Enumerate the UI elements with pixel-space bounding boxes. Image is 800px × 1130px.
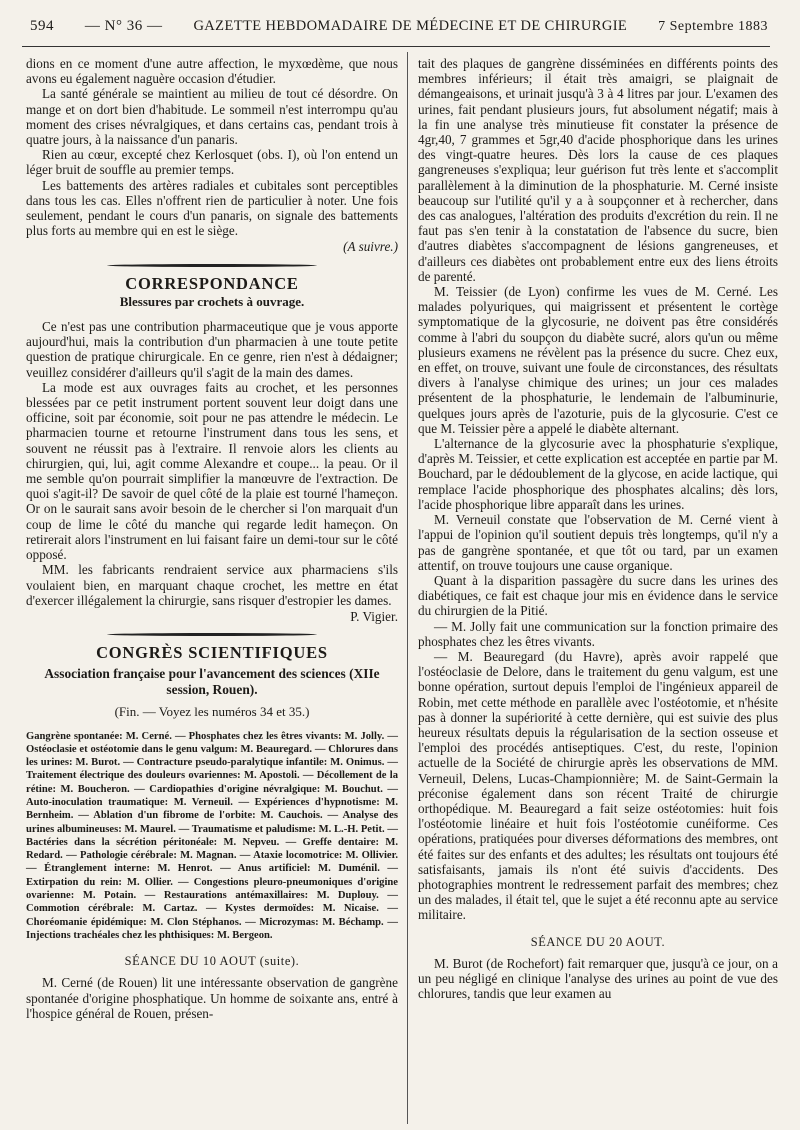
paragraph: dions en ce moment d'une autre affection, le myxœdème, que nous avons eu également naguère occasion d'étudier. [26, 56, 398, 87]
issue-number: — N° 36 — [84, 18, 163, 34]
paragraph: Quant à la disparition passagère du sucre dans les urines des diabétiques, ce fait est chaque jour mis en évidence dans le service du chirurgien de la Pitié. [418, 572, 778, 619]
association-heading: Association française pour l'avancement des sciences (XIIe session, Rouen). [44, 666, 380, 698]
paragraph: Rien au cœur, excepté chez Kerlosquet (obs. I), où l'on entend un léger bruit de souffle au premier temps. [26, 147, 398, 178]
a-suivre: (A suivre.) [343, 239, 398, 255]
column-divider [407, 52, 408, 1124]
page-number: 594 [30, 18, 54, 34]
paragraph: — M. Jolly fait une communication sur la fonction primaire des phosphates chez les êtres vivants. [418, 618, 778, 649]
paragraph: M. Cerné (de Rouen) lit une intéressante observation de gangrène spontanée d'origine phosphatique. Un homme de soixante ans, entré à l'hospice général de Rouen, présen- [26, 975, 398, 1021]
fin-note: (Fin. — Voyez les numéros 34 et 35.) [114, 704, 310, 720]
paragraph: tait des plaques de gangrène disséminées en différents points des membres inférieurs; il était très amaigri, se plaignait de démangeaisons, et urinait jusqu'à 3 à 4 litres par jour. L'examen des urines, fait pendant plusieurs jours, fut absolument négatif; mais à la fin une analyse très minutieuse fit constater la présence de 4gr,40, 7 grammes et 5gr,40 d'acide phosphorique dans les urines des vingt-quatre heures. Dès lors la cause de ces plaques gangreneuses s'expliqua; leur guérison fut très lente et s'accomplit parallèlement à la diminution de la phosphaturie. M. Cerné insiste beaucoup sur l'utilité qu'il y a à soupçonner et à rechercher, dans des cas analogues, l'altération des produits d'excrétion du rein. Il ne faut pas s'en tenir à la constatation de l'absence du sucre, bien d'autres diabètes s'accompagnent de lésions gangreneuses, et d'ailleurs ces diabètes ont probablement entre eux des liens étroits de parenté. [418, 56, 778, 284]
paragraph: — M. Beauregard (du Havre), après avoir rappelé que l'ostéoclasie de Delore, dans le traitement du genu valgum, est une bonne opération, surtout depuis l'emploi de l'ingénieux appareil de Robin, met cette méthode en parallèle avec l'ostéotomie, et n'hésite pas à donner la supériorité à cette dernière, qui est suivie des plus heureux résultats depuis la régularisation de la section osseuse et l'emploi des procédés antiseptiques. C'est, du reste, l'opinion actuelle de la Société de chirurgie après les observations de MM. Verneuil, Delens, Lucas-Championnière; M. de Saint-Germain la préconise également dans son récent Traité de chirurgie orthopédique. M. Beauregard a fait seize ostéotomies: huit fois l'ostéotomie linéaire et huit fois l'ostéotomie cunéiforme. Ces opérations, pratiquées pour diverses déformations des membres, ont été faites sur des enfants et des adultes; les résultats ont toujours été satisfaisants, jamais ils n'ont été suivis d'accidents. Des photographies montrent le redressement parfait des membres; chez un des malades, il était tel, que le sujet a été reconnu apte au service militaire. [418, 648, 778, 923]
journal-title: GAZETTE HEBDOMADAIRE DE MÉDECINE ET DE CHIRURGIE [193, 18, 628, 34]
seance-heading: SÉANCE DU 10 AOUT (suite). [124, 954, 300, 969]
section-rule [107, 632, 317, 637]
issue-date: 7 Septembre 1883 [658, 19, 768, 34]
section-rule [107, 263, 317, 268]
page-header [30, 18, 768, 44]
paragraph: L'alternance de la glycosurie avec la phosphaturie s'explique, d'après M. Teissier, et cette explication est acceptée en partie par M. Bouchard, par le dédoublement de la glycose, en acide lactique, qui remplace l'acide phosphorique des phosphates alcalins; dès lors, l'acide phosphorique libre apparaît dans les urines. [418, 436, 778, 512]
correspondance-subtitle: Blessures par crochets à ouvrage. [119, 293, 305, 309]
header-rule [22, 46, 770, 47]
paragraph: MM. les fabricants rendraient service aux pharmaciens s'ils voulaient bien, en marquant chaque crochet, les mettre en état d'exercer illégalement la chirurgie, sans risquer d'estropier les dames. [26, 562, 398, 608]
paragraph: Les battements des artères radiales et cubitales sont perceptibles dans tous les cas. Elles n'offrent rien de particulier à noter. Une fois seulement, pendant le cours d'un panaris, on signale des battements plus forts au membre qui en est le siège. [26, 177, 398, 239]
correspondance-title: CORRESPONDANCE [125, 273, 299, 293]
paragraph: M. Burot (de Rochefort) fait remarquer que, jusqu'à ce jour, on a un peu négligé en clinique l'analyse des urines au point de vue des chlorures, tandis que leur examen au [418, 955, 778, 1002]
paragraph: La santé générale se maintient au milieu de tout cé désordre. On mange et on dort bien d'habitude. Le sommeil n'est interrompu qu'au moment des crises névralgiques, et dans certains cas, pendant trois à quatre jours, à la naissance d'un panaris. [26, 86, 398, 148]
paragraph: Ce n'est pas une contribution pharmaceutique que je vous apporte aujourd'hui, mais la contribution d'un pharmacien à une toute petite question de pratique chirurgicale. En ce genre, rien n'est à dédaigner; veuillez considérer d'ailleurs qu'il s'agit de la main des dames. [26, 319, 398, 380]
paragraph: M. Verneuil constate que l'observation de M. Cerné vient à l'appui de l'opinion qu'il soutient depuis très longtemps, qu'il n'y a pas de gangrène spontanée, et que tôt ou tard, par un examen attentif, on trouve toujours une cause organique. [418, 512, 778, 573]
right-column [418, 56, 778, 1001]
signature: P. Vigier. [350, 608, 398, 624]
paragraph: M. Teissier (de Lyon) confirme les vues de M. Cerné. Les malades polyuriques, qui maigrissent et présentent le cortège symptomatique de la glycosurie, ne doivent pas être considérés comme à l'abri du soupçon du diabète sucré, alors qu'un ou même plusieurs examens ne révèlent pas la présence du sucre. Chez eux, en effet, on trouve, suivant une foule de circonstances, des résultats divers à l'analyse chimique des urines; un jour ces malades présentent de la phosphaturie, le lendemain de l'albuminurie, quelques jours après de l'azoturie, puis de la glycosurie. C'est ce que M. Teissier père a appelé le diabète alternant. [418, 284, 778, 436]
congres-title: CONGRÈS SCIENTIFIQUES [96, 643, 328, 663]
paragraph: La mode est aux ouvrages faits au crochet, et les personnes blessées par ce petit instrument portent souvent leur doigt dans une officine, soit par économie, soit pour ne pas attendre le médecin. Le pharmacien tourne et retourne l'instrument dans tous les sens, et souvent ne réussit pas à l'extraire. Il renvoie alors les clients au chirurgien, qui, lui, agit comme Alexandre et coupe... la peau. Or il me semble qu'on pourrait simplifier la manœuvre de l'extraction. De quoi s'agit-il? De savoir de quel côté de la plaie est tourné l'hameçon. Or on le saurait sans avoir besoin de le chercher si l'on marquait d'un coup de lime le côté du manche qui regarde ledit hameçon. On retirerait alors l'instrument en lui faisant faire un demi-tour sur le côté opposé. [26, 379, 398, 563]
seance-heading: SÉANCE DU 20 AOUT. [530, 934, 666, 949]
left-column [26, 56, 398, 1021]
session-summary: Gangrène spontanée: M. Cerné. — Phosphates chez les êtres vivants: M. Jolly. — Ostéoclasie et ostéotomie dans le genu valgum: M. Beauregard. — Chlorures dans les urines: M. Burot. — Contracture pseudo-paralytique infantile: M. Onimus. — Traitement électrique des douleurs ovariennes: M. Apostoli. — Décollement de la rétine: M. Boucheron. — Cardiopathies d'origine névralgique: M. Bouchut. — Auto-inoculation traumatique: M. Verneuil. — Expériences d'hypnotisme: M. Bernheim. — Ablation d'un fibrome de l'orbite: M. Cauchois. — Analyse des urines albumineuses: M. Maurel. — Traumatisme et paludisme: M. L.-H. Petit. — Bactéries dans la sécrétion péritonéale: M. Nepveu. — Greffe dentaire: M. Redard. — Pathologie cérébrale: M. Magnan. — Ataxie locomotrice: M. Ollivier. — Étranglement interne: M. Henrot. — Anus artificiel: M. Duménil. — Extirpation du rein: M. Ollier. — Congestions pleuro-pneumoniques d'origine ovarienne: M. Potain. — Restaurations antémaxillaires: M. Duplouy. — Commotion cérébrale: M. Cartaz. — Kystes dermoïdes: M. Nicaise. — Choréomanie épidémique: M. Clon Stéphanos. — Microzymas: M. Béchamp. — Injections trachéales chez les phthisiques: M. Bergeon. [26, 730, 398, 941]
